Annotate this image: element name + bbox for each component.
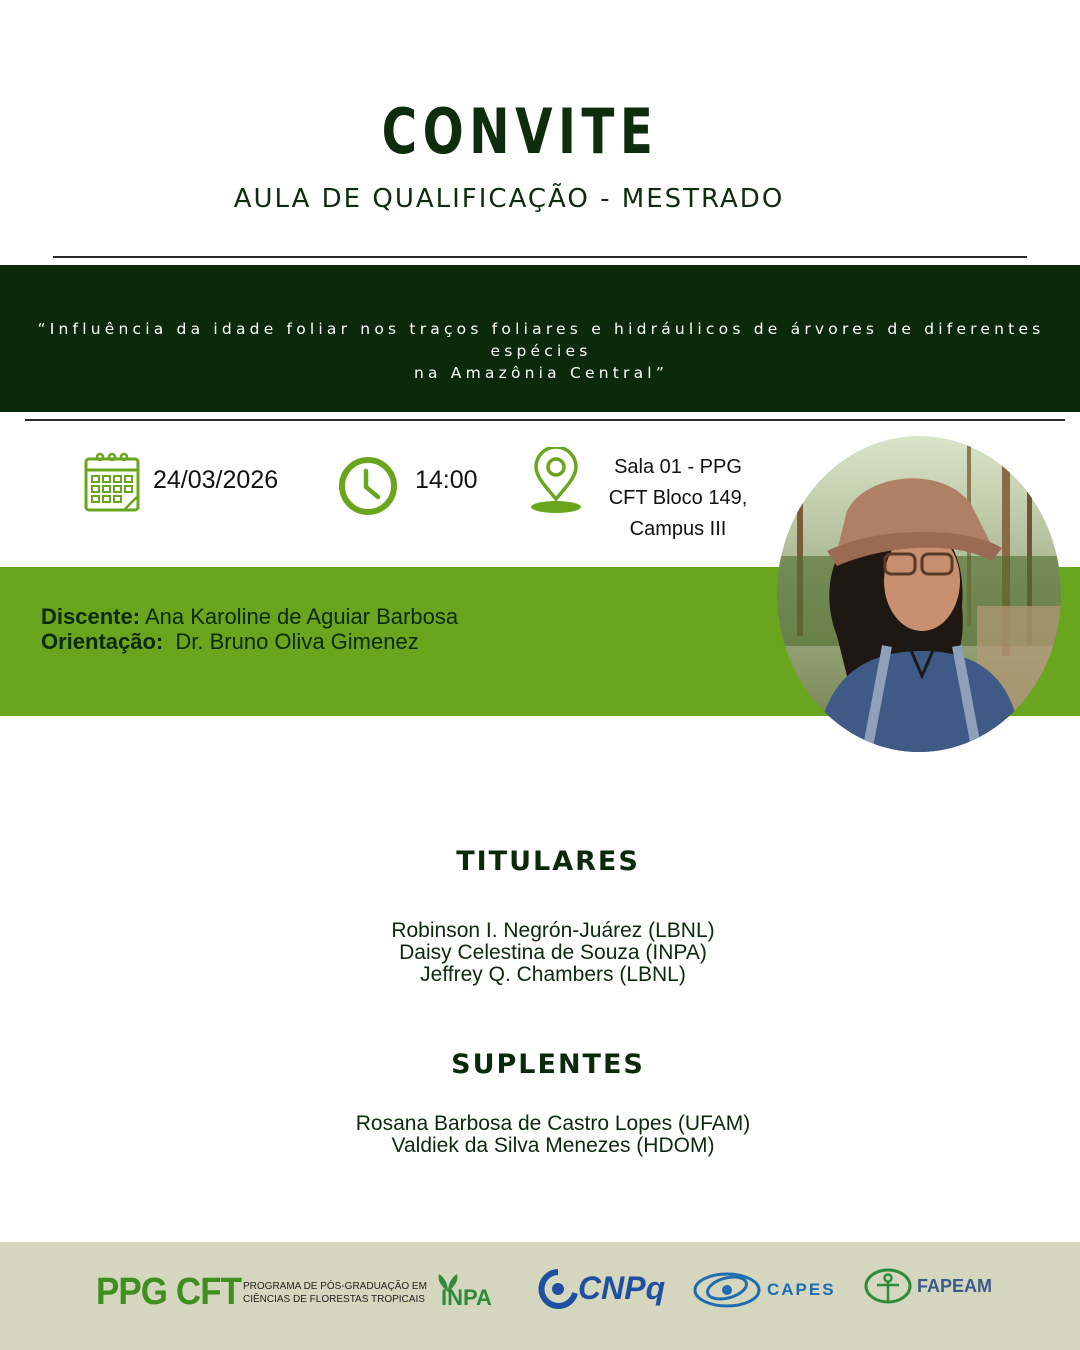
thesis-divider xyxy=(25,419,1065,421)
capes-logo: CAPES xyxy=(767,1280,836,1299)
ppgcft-name-line-1: PROGRAMA DE PÓS-GRADUAÇÃO EM xyxy=(243,1281,427,1292)
thesis-title xyxy=(20,318,1062,384)
student-photo xyxy=(777,436,1061,752)
fapeam-logo: FAPEAM xyxy=(917,1276,993,1296)
fapeam-mark-icon xyxy=(863,1268,913,1308)
titulares-heading: TITULARES xyxy=(456,846,640,877)
student-name: Ana Karoline de Aguiar Barbosa xyxy=(144,604,459,629)
student-label: Discente: xyxy=(41,604,141,629)
location-line: CFT Bloco 149, xyxy=(608,487,748,509)
event-location xyxy=(592,452,764,545)
suplente-member: Rosana Barbosa de Castro Lopes (UFAM) xyxy=(355,1112,751,1135)
ppgcft-name xyxy=(243,1280,427,1306)
location-pin-icon xyxy=(528,447,584,515)
top-divider xyxy=(53,256,1027,258)
titular-member: Jeffrey Q. Chambers (LBNL) xyxy=(420,963,686,986)
advisor-line xyxy=(41,629,419,655)
suplentes-heading: SUPLENTES xyxy=(451,1049,645,1080)
cnpq-mark-icon xyxy=(537,1269,579,1309)
invitation-subtitle: AULA DE QUALIFICAÇÃO - MESTRADO xyxy=(233,184,785,214)
cnpq-logo: CNPq xyxy=(578,1270,666,1306)
inpa-logo: INPA xyxy=(441,1285,492,1310)
ppgcft-name-line-2: CIÊNCIAS DE FLORESTAS TROPICAIS xyxy=(243,1294,425,1305)
thesis-title-line-2: na Amazônia Central” xyxy=(413,364,669,382)
clock-icon xyxy=(337,455,399,517)
thesis-title-line-1: “Influência da idade foliar nos traços foliares e hidráulicos de árvores de diferentes espécies xyxy=(37,320,1045,360)
invitation-title: CONVITE xyxy=(381,95,659,168)
event-date: 24/03/2026 xyxy=(153,466,279,494)
advisor-name: Dr. Bruno Oliva Gimenez xyxy=(175,629,419,654)
capes-mark-icon xyxy=(692,1266,762,1310)
calendar-icon xyxy=(83,451,141,513)
location-line: Campus III xyxy=(629,518,727,540)
advisor-label: Orientação: xyxy=(41,629,164,654)
suplente-member: Valdiek da Silva Menezes (HDOM) xyxy=(391,1134,715,1157)
event-time: 14:00 xyxy=(415,466,478,494)
titular-member: Robinson I. Negrón-Juárez (LBNL) xyxy=(391,919,715,942)
ppgcft-logo: PPG CFT xyxy=(96,1271,242,1313)
student-line xyxy=(41,604,458,630)
location-line: Sala 01 - PPG xyxy=(614,456,742,478)
titular-member: Daisy Celestina de Souza (INPA) xyxy=(399,941,707,964)
